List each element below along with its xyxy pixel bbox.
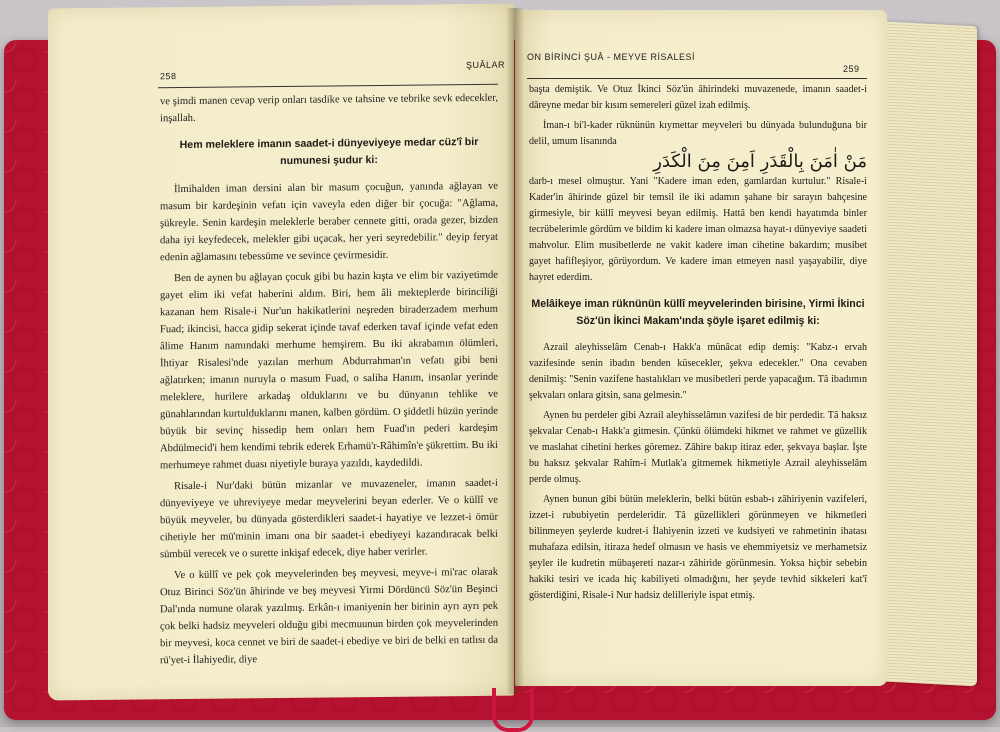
right-text-column: [529, 82, 867, 608]
bookmark-ribbon: [492, 688, 534, 732]
left-running-head: ŞUÂLAR: [466, 59, 506, 71]
paragraph: Azrail aleyhisselâm Cenab-ı Hakk'a münâcat edip demiş: "Kabz-ı ervah vazifesinde senin ibadın benden küsecekler, şekva edecekler." Ona cevaben denilmiş: "Senin vazifene hastalıkları ve musibetleri perde yapacağım. Tâ ibadımın şekvaları onlara gitsin, sana gelmesin.": [529, 342, 867, 401]
arabic-proverb: مَنْ اٰمَنَ بِالْقَدَرِ اَمِنَ مِنَ الْكَدَرِ: [653, 151, 867, 172]
left-text-column: [160, 90, 498, 674]
right-page: [515, 10, 887, 686]
right-header-rule: [527, 78, 867, 79]
paragraph: Aynen bunun gibi bütün meleklerin, belki bütün esbab-ı zâhiriyenin vazifeleri, izzet-i rububiyetin perdeleridir. Tâ güzellikleri görünmeyen ve hikmetleri bilinmeyen şeylerde kudret-i İlahiyenin izzeti ve kudsiyeti ve rahmetinin ihatası muhafaza edilsin, itiraza hedef olmasın ve hasis ve ehemmiyetsiz ve merhametsiz şeyler ile kudretin mübaşereti nazar-ı zâhiride görünmesin. Yoksa hiçbir sebebin hakiki tesiri ve icada hiç kabiliyeti olmadığını, her şeyde tevhid sikkeleri kat'î gösterdiğini, Risale-i Nur hadsiz delilleriyle ispat etmiş.: [529, 494, 867, 601]
paragraph: Risale-i Nur'daki bütün mizanlar ve muvazeneler, imanın saadet-i dünyeviyeye ve uhreviyeye medar meyvelerini beyan ederler. Ve o küllî ve büyük meyveler, bu dünyada gösterdikleri saadet-i hayatiye ve lezzet-i ömür cihetiyle her mü'minin imanı ona bir saadet-i ebediyeyi kazandıracak belki sümbül verecek ve o surette inkişaf edecek, diye haber verirler.: [160, 477, 498, 561]
book-gutter: [506, 8, 524, 694]
paragraph: ve şimdi manen cevap verip onları tasdike ve tahsine ve tebrike sevk edecekler, inşallah.: [160, 92, 498, 125]
paragraph: İman-ı bi'l-kader rüknünün kıymettar meyveleri bu dünyada bulunduğuna bir delil, umum lisanında: [529, 120, 867, 147]
section-heading: Hem meleklere imanın saadet-i dünyeviyeye medar cüz'î bir numunesi şudur ki:: [179, 135, 479, 168]
right-running-head: ON BİRİNCİ ŞUÂ - MEYVE RİSALESİ: [527, 52, 696, 62]
section-heading: Melâikeye iman rüknünün küllî meyvelerinden birisine, Yirmi İkinci Söz'ün İkinci Makam'ında şöyle işaret edilmiş ki:: [531, 298, 865, 327]
page-block-edge: [885, 22, 977, 687]
paragraph: Ben de aynen bu ağlayan çocuk gibi bu hazin kışta ve elim bir vaziyetimde gayet elim iki vefat haberini aldım. Biri, hem âli mekteplerde birinciliği kazanan hem Risale-i Nur'un hakikatlerini neşreden biraderzadem merhum Fuad; ikincisi, hacca gidip sekerat içinde tavaf ederken tavaf içinde vefat eden âlime Hanım namındaki merhume hemşirem. Bu iki akrabamın ölümleri, İhtiyar Risalesi'nde yazılan merhum Abdurrahman'ın vefatı gibi beni ağlatırken; imanın nuruyla o masum Fuad, o saliha Hanım, insanlar yerinde meleklere, hurilere arkadaş olduklarını ve bu dünyanın tehlike ve günahlarından kurtulduklarını manen, kalben gördüm. O şiddetli hüzün yerinde büyük bir sevinç hissedip hem onları hem Fuad'ın pederi kardeşim Abdülmecid'i hem kendimi tebrik ederek Erhamü'r-Râhimîn'e şükrettim. Bu iki merhumeye rahmet duası niyetiyle buraya yazıldı, kaydedildi.: [160, 269, 498, 472]
paragraph: başta demiştik. Ve Otuz İkinci Söz'ün âhirindeki muvazenede, imanın saadet-i dâreyne medar bir kısım semereleri güzel izah edilmiş.: [529, 84, 867, 111]
paragraph: Ve o küllî ve pek çok meyvelerinden beş meyvesi, meyve-i mi'rac olarak Otuz Birinci Söz'ün âhirinde ve beş meyvesi Yirmi Dördüncü Söz'ün Beşinci Dal'ında numune olarak yazılmış. Erkân-ı imaniyenin her birinin ayrı ayrı pek çok belki hadsiz meyveleri olduğu gibi mecmuunun birden çok meyvelerinden bir meyvesi, koca cennet ve biri de saadet-i ebediye ve biri de belki en tatlısı da rü'yet-i İlahiyedir, diye: [160, 566, 498, 667]
left-header-rule: [158, 84, 498, 89]
paragraph: Aynen bu perdeler gibi Azrail aleyhisselâmın vazifesi de bir perdedir. Tâ haksız şekvalar Cenab-ı Hakk'a gitmesin. Çünkü ölümdeki hikmet ve rahmet ve güzellik ve maslahat cihetini herkes göremez. Zâhire bakıp itiraz eder, şekvaya başlar. İşte bu haksız şekvalar Rahîm-i Mutlak'a gitmemek hikmetiyle Azrail aleyhisselâm perde olmuş.: [529, 410, 867, 485]
left-page: [48, 4, 514, 701]
left-page-number: 258: [160, 71, 177, 82]
paragraph: darb-ı mesel olmuştur. Yani "Kadere iman eden, gamlardan kurtulur." Risale-i Kader'in âhirinde güzel bir temsil ile iki adamın şahane bir sarayın bahçesine girmesiyle, bir küllî meyvesi beyan edilmiş. Hattâ ben kendi hayatımda binler tecrübelerimle gördüm ve bildim ki kadere iman olmazsa hayat-ı dünyeviye saadeti mahvolur. Elim musibetlerde ne vakit kadere iman cihetine bakardım; musibet gayet hafifleşiyor, görüyordum. Ve kadere iman etmeyen nasıl yaşayabilir, diye hayret ederdim.: [529, 176, 867, 283]
paragraph: İlmihalden iman dersini alan bir masum çocuğun, yanında ağlayan ve masum bir kardeşinin vefatı için vaveyla eden diğer bir çocuğa: "Ağlama, şükreyle. Senin kardeşin meleklerle beraber cennete gitti, orada gezer, bizden daha iyi keyfedecek, melekler gibi uçacak, her yeri seyredebilir." deyip feryat edenin ağlamasını tebessüme ve sevince çevirmesidir.: [160, 180, 498, 264]
right-page-number: 259: [843, 64, 860, 74]
